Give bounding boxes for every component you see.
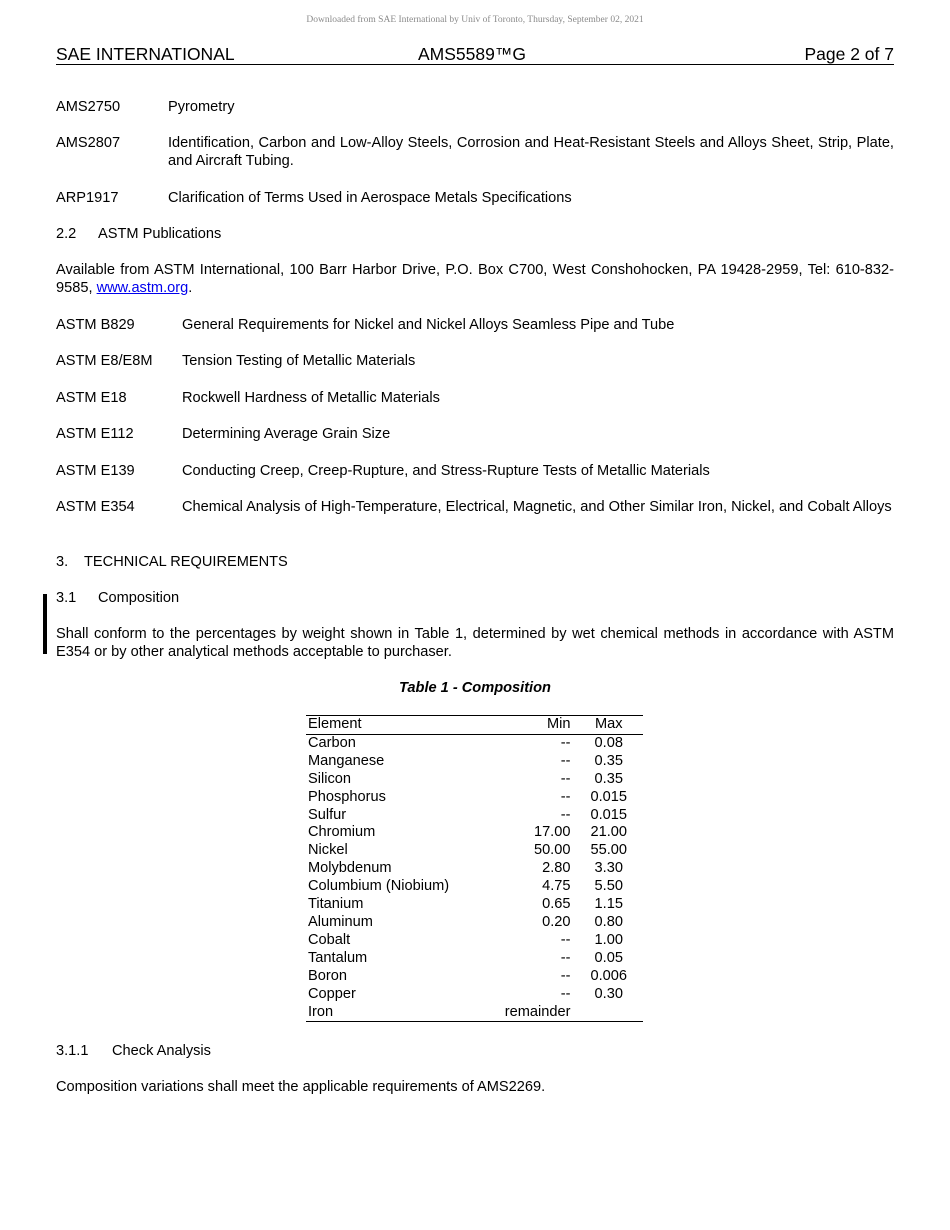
section-heading-3	[56, 553, 288, 571]
cell-min: --	[560, 734, 571, 751]
section-heading-3-1-1	[56, 1042, 211, 1060]
reference-title: Determining Average Grain Size	[182, 426, 391, 442]
reference-title: Tension Testing of Metallic Materials	[182, 353, 416, 369]
header-document-number: AMS5589™G	[418, 44, 526, 64]
reference-title: Clarification of Terms Used in Aerospace Metals Specifications	[168, 190, 572, 206]
table-row	[306, 842, 643, 860]
cell-element: Sulfur	[308, 806, 347, 823]
reference-code: ASTM E18	[56, 390, 127, 406]
table-row	[306, 968, 643, 986]
composition-paragraph: Shall conform to the percentages by weight shown in Table 1, determined by wet chemical methods in accordance with ASTM E354 or by other analytical methods acceptable to purchaser.	[56, 626, 894, 660]
table-row	[306, 986, 643, 1004]
section-title: TECHNICAL REQUIREMENTS	[84, 554, 288, 570]
cell-element: Carbon	[308, 734, 356, 751]
table-row	[306, 914, 643, 932]
cell-max: 0.015	[590, 806, 627, 823]
cell-element: Iron	[308, 1003, 334, 1020]
cell-min: 0.20	[542, 913, 571, 930]
reference-title: Conducting Creep, Creep-Rupture, and Stress-Rupture Tests of Metallic Materials	[182, 463, 710, 479]
cell-max: 1.15	[594, 896, 623, 913]
cell-element: Silicon	[308, 770, 351, 787]
availability-period: .	[188, 280, 193, 296]
column-header-min: Min	[503, 716, 573, 735]
revision-change-bar	[43, 594, 47, 654]
reference-title: General Requirements for Nickel and Nickel Alloys Seamless Pipe and Tube	[182, 317, 675, 333]
table-row	[306, 896, 643, 914]
cell-min: 4.75	[542, 878, 571, 895]
section-number: 3.1	[56, 590, 77, 606]
reference-title: Identification, Carbon and Low-Alloy Steels, Corrosion and Heat-Resistant Steels and Alloys Sheet, Strip, Plate, and Aircraft Tubing.	[168, 135, 894, 169]
table-caption: Table 1 - Composition	[399, 680, 551, 696]
cell-min: --	[560, 770, 571, 787]
astm-availability-paragraph	[56, 261, 894, 297]
cell-max: 55.00	[590, 842, 627, 859]
check-analysis-paragraph: Composition variations shall meet the applicable requirements of AMS2269.	[56, 1079, 546, 1095]
reference-title: Pyrometry	[168, 99, 235, 115]
astm-website-link[interactable]: www.astm.org	[96, 280, 189, 296]
cell-element: Aluminum	[308, 913, 373, 930]
section-number: 3.	[56, 554, 69, 570]
cell-min: remainder	[504, 1003, 571, 1020]
cell-min: --	[560, 806, 571, 823]
reference-code: ASTM E112	[56, 426, 134, 442]
cell-max: 0.35	[594, 752, 623, 769]
table-row	[306, 771, 643, 789]
header-page-number: Page 2 of 7	[804, 44, 894, 64]
reference-title: Rockwell Hardness of Metallic Materials	[182, 390, 440, 406]
section-title: ASTM Publications	[98, 226, 222, 242]
cell-min: --	[560, 949, 571, 966]
table-row	[306, 1004, 643, 1022]
reference-code: AMS2807	[56, 135, 121, 151]
section-title: Composition	[98, 590, 180, 606]
cell-element: Phosphorus	[308, 788, 386, 805]
cell-element: Boron	[308, 967, 347, 984]
cell-element: Titanium	[308, 896, 364, 913]
cell-min: --	[560, 985, 571, 1002]
cell-min: --	[560, 752, 571, 769]
section-title: Check Analysis	[112, 1043, 211, 1059]
cell-max: 0.006	[590, 967, 627, 984]
reference-code: ASTM B829	[56, 317, 135, 333]
availability-text: Available from ASTM International, 100 Barr Harbor Drive, P.O. Box C700, West Conshohocken, PA 19428-2959, Tel: 610-832-9585,	[56, 262, 894, 296]
cell-max: 21.00	[590, 824, 627, 841]
table-row	[306, 878, 643, 896]
table-row	[306, 950, 643, 968]
column-header-max: Max	[572, 716, 643, 735]
cell-element: Nickel	[308, 842, 348, 859]
cell-max: 0.05	[594, 949, 623, 966]
cell-min: --	[560, 931, 571, 948]
reference-code: ASTM E139	[56, 463, 135, 479]
cell-element: Manganese	[308, 752, 385, 769]
cell-element: Copper	[308, 985, 356, 1002]
cell-min: --	[560, 788, 571, 805]
reference-code: ASTM E8/E8M	[56, 353, 153, 369]
cell-min: 17.00	[533, 824, 571, 841]
cell-element: Chromium	[308, 824, 376, 841]
cell-min: 50.00	[533, 842, 571, 859]
page-header	[56, 44, 894, 65]
cell-max: 0.015	[590, 788, 627, 805]
cell-max: 0.08	[594, 734, 623, 751]
cell-min: --	[560, 967, 571, 984]
cell-min: 0.65	[542, 896, 571, 913]
table-row	[306, 807, 643, 825]
cell-max: 1.00	[594, 931, 623, 948]
cell-max: 0.35	[594, 770, 623, 787]
column-header-element: Element	[306, 716, 503, 735]
cell-element: Columbium (Niobium)	[308, 878, 450, 895]
header-publisher: SAE INTERNATIONAL	[56, 44, 235, 64]
table-row	[306, 860, 643, 878]
cell-max: 5.50	[594, 878, 623, 895]
section-number: 3.1.1	[56, 1043, 89, 1059]
table-header-row	[306, 716, 643, 735]
download-watermark: Downloaded from SAE International by Univ of Toronto, Thursday, September 02, 2021	[306, 15, 644, 25]
section-heading-2-2	[56, 225, 222, 243]
table-body	[306, 734, 643, 1022]
table-row	[306, 824, 643, 842]
table-row	[306, 753, 643, 771]
cell-max: 0.30	[594, 985, 623, 1002]
reference-code: ASTM E354	[56, 499, 135, 515]
reference-code: AMS2750	[56, 99, 121, 115]
reference-code: ARP1917	[56, 190, 119, 206]
section-heading-3-1	[56, 589, 180, 607]
table-row	[306, 932, 643, 950]
composition-table	[306, 715, 643, 1022]
cell-element: Tantalum	[308, 949, 368, 966]
table-row	[306, 789, 643, 807]
reference-title: Chemical Analysis of High-Temperature, Electrical, Magnetic, and Other Similar Iron, Nickel, and Cobalt Alloys	[182, 499, 892, 515]
cell-max: 3.30	[594, 860, 623, 877]
cell-max	[572, 1004, 643, 1022]
cell-max: 0.80	[594, 913, 623, 930]
cell-element: Cobalt	[308, 931, 351, 948]
table-row	[306, 734, 643, 752]
cell-element: Molybdenum	[308, 860, 392, 877]
cell-min: 2.80	[542, 860, 571, 877]
section-number: 2.2	[56, 226, 77, 242]
